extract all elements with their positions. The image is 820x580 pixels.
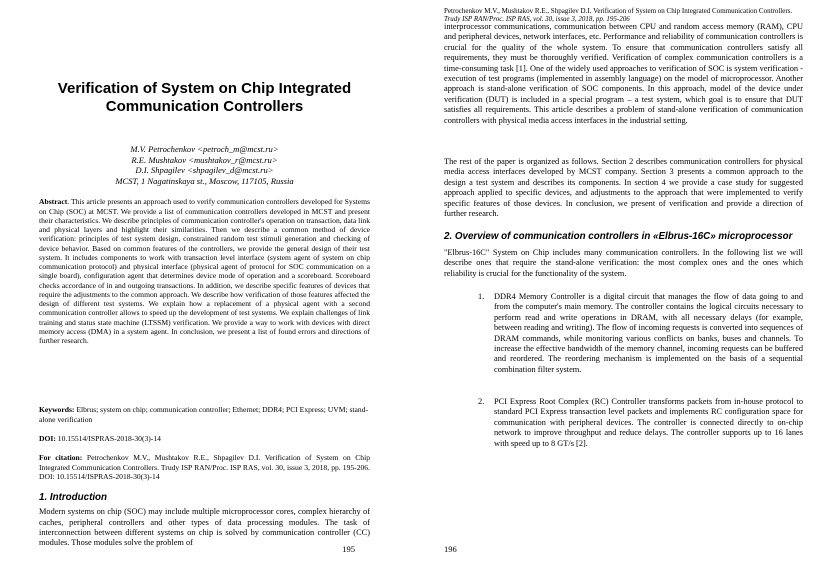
- list-item: [444, 397, 803, 460]
- controller-list: [444, 292, 803, 460]
- section-1-heading: 1. Introduction: [39, 492, 108, 504]
- abstract: [39, 197, 370, 400]
- right-page: [410, 0, 820, 580]
- doi-label: DOI:: [39, 433, 56, 443]
- doi: [39, 434, 370, 443]
- introduction-paragraph: Modern systems on chip (SOC) may include multiple microprocessor cores, complex hierarchy of caches, peripheral controllers and other types of data processing modules. The task of interconnection between different systems on chip is solved by communication controller (CC) modules. Those modules solve the problem of: [39, 507, 370, 548]
- affiliation: MCST, 1 Nagatinskaya st., Moscow, 117105, Russia: [115, 175, 294, 186]
- list-item-number: 1.: [478, 292, 485, 301]
- left-running-head-blank: [39, 0, 370, 22]
- doi-text: 10.15514/ISPRAS-2018-30(3)-14: [55, 433, 161, 443]
- list-item-text: PCI Express Root Complex (RC) Controller transforms packets from in-house protocol to standard PCI Express transaction level packets and implements RC configuration space for communication with peripheral devices. The controller is connected directly to on-chip network to improve throughput and reduce delays. The controller supports up to 16 lanes with speed up to 8 GT/s [2].: [494, 397, 803, 448]
- abstract-label: Abstract: [39, 197, 68, 207]
- keywords-text: Elbrus; system on chip; communication controller; Ethernet; DDR4; PCI Express; UVM; stand-alone verification: [39, 405, 369, 424]
- paper-title: Verification of System on Chip Integrated Communication Controllers: [57, 80, 352, 115]
- citation-label: For citation:: [39, 453, 83, 463]
- running-head-journal: Trudy ISP RAN/Proc. ISP RAS, vol. 30, issue 3, 2018, pp. 195-206: [444, 15, 630, 24]
- right-page-number: 196: [444, 544, 457, 554]
- author-block: [39, 144, 370, 186]
- left-page-number: 195: [342, 544, 355, 554]
- paragraph-2: The rest of the paper is organized as follows. Section 2 describes communication controllers for physical media access interfaces developed by MCST company. Section 3 presents a common approach to the design a test system and describes its components. In section 4 we provide a case study for suggested approach applied to specific devices, and adjustments to the approach that were implemented to verify specific features of those devices. In conclusion, we present of verification and provide a direction of further research.: [444, 157, 803, 219]
- abstract-text: . This article presents an approach used to verify communication controllers developed for Systems on Chip (SOC) at MCST. We provide a list of communication controllers developed in MCST and present their characteristics. We describe principles of communication controller's operation on transaction, data link and physical layers and highlight their similarities. Then we describe a common method of device verification: principles of test system design, constrained random test stimuli generation and checking of device behavior. Based on common features of the controllers, we provide the general design of their test system. It includes components to work with transaction level interface (system agent of system on chip communication protocol) and physical interface (physical agent of protocol for SOC communication on a single board), configuration agent that determines device mode of operation and a scoreboard. Scoreboard checks accordance of in and outgoing transactions. In addition, we describe specific features of devices that require the adjustments to the common approach. We describe how verification of those features affected the design of different test systems. We explain how a replacement of a physical agent with a second communication controller allows to speed up the development of test systems. We explain challenges of link training and status state machine (LTSSM) verification. We provide a way to work with devices with direct memory access (DMA) in a system agent. In conclusion, we present a list of found errors and directions of further research.: [39, 197, 370, 346]
- paragraph-1: interprocessor communications, communication between CPU and random access memory (RAM), CPU and peripheral devices, network interfaces, etc. Performance and reliability of communication controllers is crucial for the quality of the whole system. To ensure that communication controllers satisfy all requirements, they must be thoroughly verified. Verification of complex communication controllers is a time-consuming task [1]. One of the widely used approaches to verification of SOC is system verification - execution of test programs (implemented in assembly language) on the model of microprocessor. Another approach is stand-alone verification of SOC components. In this approach, model of the device under verification (DUT) is included in a special program – a test system, which goal is to ensure that DUT satisfies all requirements. This article describes a problem of stand-alone verification of communication controllers with physical media access interfaces in the industrial setting.: [444, 22, 803, 125]
- section-2-heading: 2. Overview of communication controllers in «Elbrus-16C» microprocessor: [444, 231, 793, 242]
- citation: [39, 453, 370, 481]
- list-item: [444, 292, 803, 396]
- list-item-text: DDR4 Memory Controller is a digital circuit that manages the flow of data going to and from the computer's main memory. The controller contains the logical circuits necessary to perform read and write operations in DRAM, with all necessary delays (for example, between reading and writing). The flow of incoming requests is converted into sequences of DRAM commands, while monitoring various conflicts on banks, buses and channels. To increase the effective bandwidth of the memory channel, incoming requests can be buffered and reordered. The reordering mechanism is implemented on the basis of a sequential combination filter system.: [494, 292, 803, 374]
- list-item-number: 2.: [478, 397, 485, 406]
- running-head: [444, 0, 803, 22]
- author-1: M.V. Petrochenkov <petroch_m@mcst.ru>: [130, 144, 279, 154]
- citation-text: Petrochenkov M.V., Mushtakov R.E., Shpagilev D.I. Verification of System on Chip Integrated Communication Controllers. Trudy ISP RAN/Proc. ISP RAS, vol. 30, issue 3, 2018, pp. 195-206. DOI: 10.15514/ISPRAS-2018-30(3)-14: [39, 453, 370, 481]
- keywords-label: Keywords:: [39, 405, 75, 415]
- running-head-authors: Petrochenkov M.V., Mushtakov R.E., Shpagilev D.I. Verification of System on Chip Integrated Communication Controllers.: [444, 7, 793, 15]
- paragraph-3: "Elbrus-16C" System on Chip includes many communication controllers. In the following list we will describe ones that require the stand-alone verification: the most complex ones and the ones which reliability is crucial for the functionality of the system.: [444, 248, 803, 278]
- keywords: [39, 405, 370, 424]
- author-3: D.I. Shpagilev <shpagilev_d@mcst.ru>: [135, 165, 274, 176]
- author-2: R.E. Mushtakov <mushtakov_r@mcst.ru>: [131, 154, 278, 165]
